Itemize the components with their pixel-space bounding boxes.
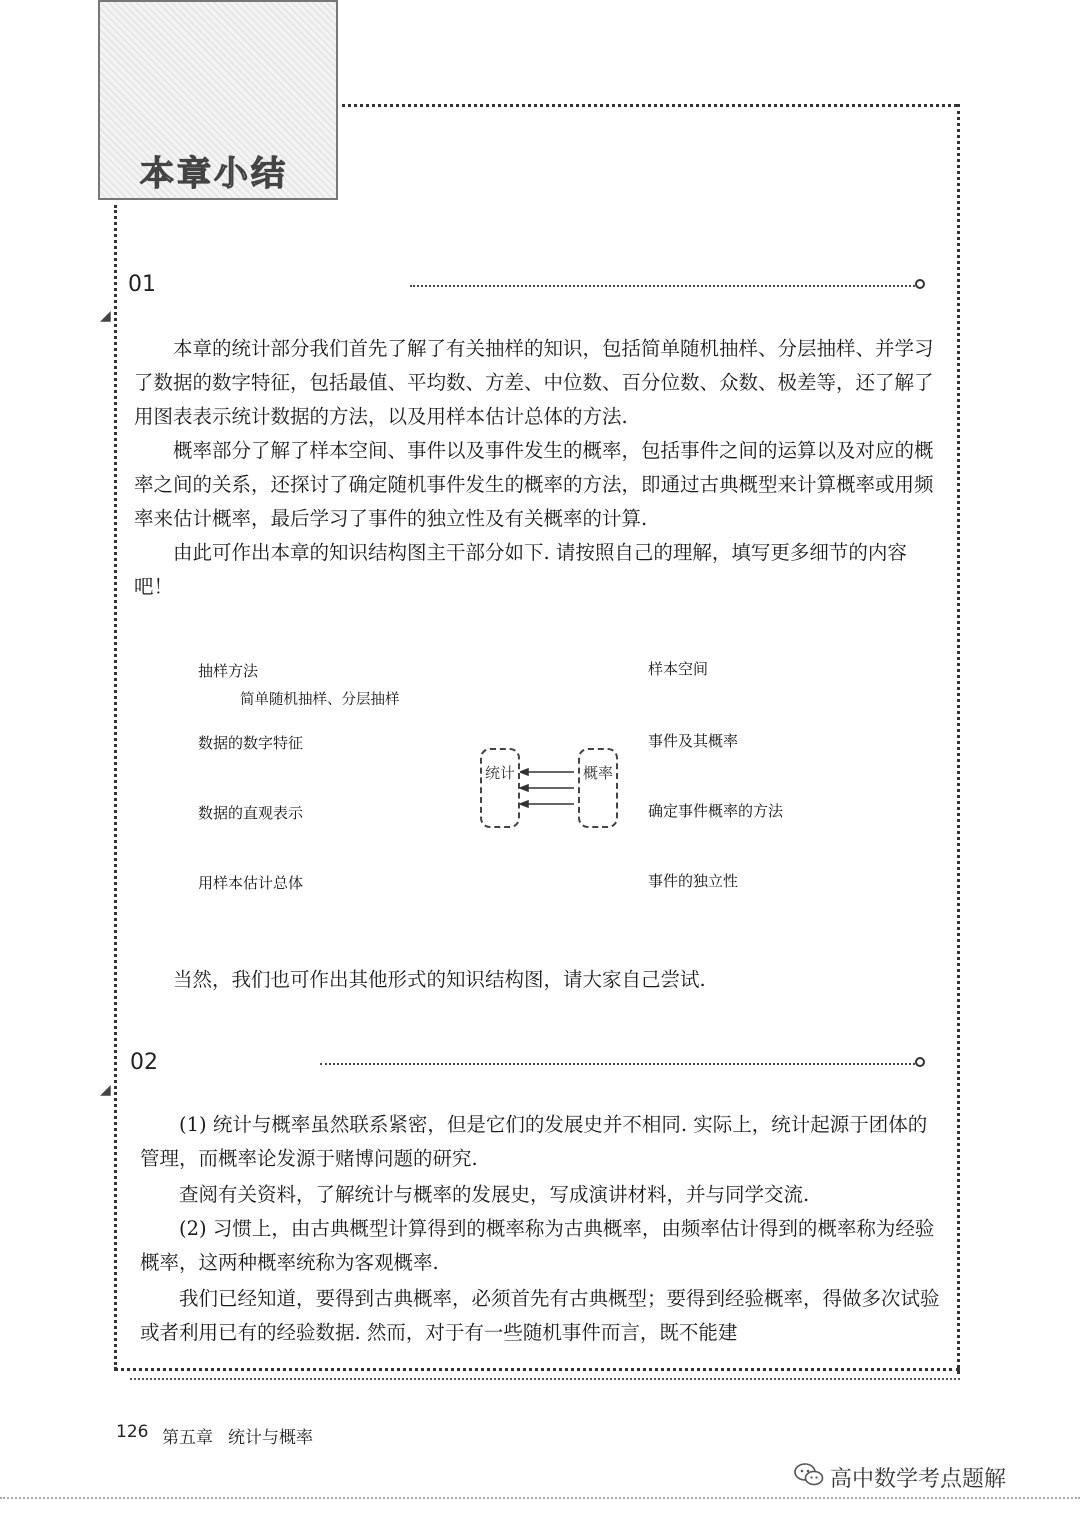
footer-chapter-name: 统计与概率 [228,1428,313,1448]
section-2-rule-end-icon [915,1057,925,1067]
diagram-left-item-1: 抽样方法 [198,662,259,680]
diagram-left-item-4: 用样本估计总体 [198,874,304,892]
section-1-closing: 当然，我们也可作出其他形式的知识结构图，请大家自己尝试. [173,968,706,991]
frame-left-border [114,205,117,1370]
diagram-left-subitem: 简单随机抽样、分层抽样 [240,692,400,708]
section-2-number: 02 [130,1050,158,1075]
diagram-right-item-2: 事件及其概率 [648,732,739,750]
diagram-right-item-4: 事件的独立性 [648,872,739,890]
diagram-left-item-2: 数据的数字特征 [198,734,304,752]
diagram-right-item-3: 确定事件概率的方法 [648,802,784,820]
section-2-paragraph-2: 查阅有关资料，了解统计与概率的发展史，写成演讲材料，并与同学交流. [179,1183,810,1206]
diagram-left-item-3: 数据的直观表示 [198,804,304,822]
diagram-box-statistics [480,748,520,828]
footer-chapter: 第五章 [162,1428,213,1448]
section-1-paragraph-2: 概率部分了解了样本空间、事件以及事件发生的概率，包括事件之间的运算以及对应的概率之间的关系，还探讨了确定随机事件发生的概率的方法，即通过古典概型来计算概率或用频率来估计概率，最后学习了事件的独立性及有关概率的计算. [134,439,934,530]
frame-bottom-border [114,1368,960,1371]
section-2-paragraph-4: 我们已经知道，要得到古典概率，必须首先有古典概型；要得到经验概率，得做多次试验或者利用已有的经验数据. 然而，对于有一些随机事件而言，既不能建 [140,1287,940,1344]
diagram-arrows [520,760,580,820]
section-1-number: 01 [128,272,156,297]
frame-right-border [957,104,960,1374]
section-1-rule [410,285,915,287]
frame-bottom-border-inner [130,1378,960,1380]
section-1-rule-end-icon [915,279,925,289]
watermark-text: 高中数学考点题解 [830,1467,1007,1492]
section-1-paragraph-3: 由此可作出本章的知识结构图主干部分如下. 请按照自己的理解，填写更多细节的内容吧！ [134,541,907,598]
section-2-paragraph-1: (1) 统计与概率虽然联系紧密，但是它们的发展史并不相同. 实际上，统计起源于团体的管理，而概率论发源于赌博问题的研究. [140,1113,928,1170]
diagram-box-statistics-label: 统计 [484,764,515,782]
diagram-box-probability-label: 概率 [582,764,613,782]
chapter-title: 本章小结 [140,154,288,194]
corner-mark-icon-2: ◢ [100,1082,111,1098]
corner-mark-icon: ◢ [100,308,111,324]
section-1-paragraph-1: 本章的统计部分我们首先了解了有关抽样的知识，包括简单随机抽样、分层抽样、并学习了数据的数字特征，包括最值、平均数、方差、中位数、百分位数、众数、极差等，还了解了用图表表示统计数据的方法，以及用样本估计总体的方法. [134,337,934,428]
diagram-box-probability [578,748,618,828]
page-number: 126 [116,1422,149,1442]
frame-top-border [342,104,957,107]
diagram-right-item-1: 样本空间 [648,660,709,678]
wechat-icon [794,1462,824,1488]
page-bottom-edge [0,1497,1080,1499]
section-2-paragraph-3: (2) 习惯上，由古典概型计算得到的概率称为古典概率，由频率估计得到的概率称为经验概率，这两种概率统称为客观概率. [140,1217,935,1274]
section-2-rule [320,1063,915,1065]
